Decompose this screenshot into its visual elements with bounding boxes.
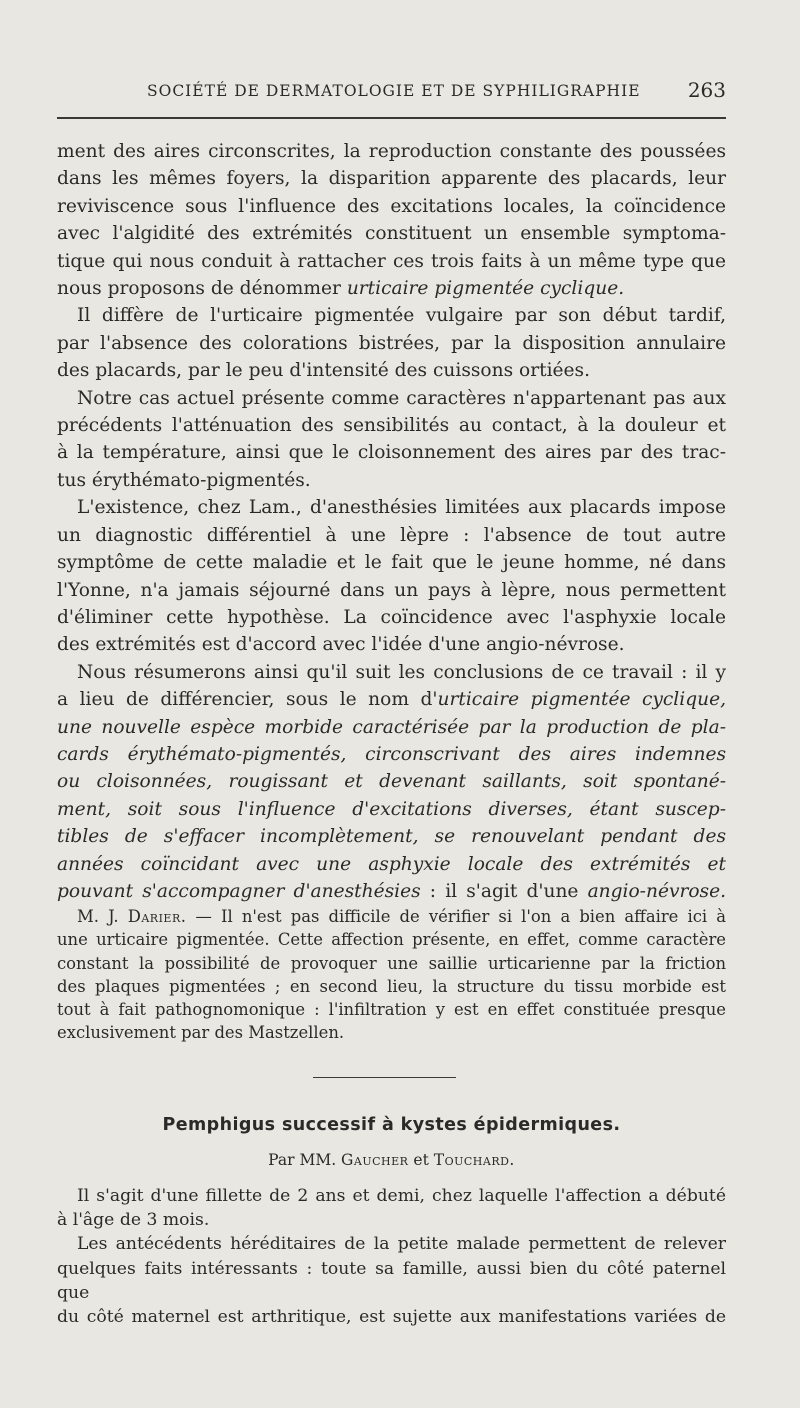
emphasis-term: pouvant s'accompagner d'anesthésies [57,880,421,902]
darier-remark [57,905,726,1045]
text-line: quelques faits intéressants : toute sa famille, aussi bien du côté paternel que [57,1258,726,1303]
speaker-prefix: M. J. [77,907,128,926]
text-line: ment des aires circonscrites, la reproduction constante des poussées [57,141,726,162]
text-line: à la température, ainsi que le cloisonnement des aires par des trac- [57,442,726,464]
section-divider [313,1077,456,1078]
emphasis-term: angio-névrose. [587,880,726,902]
paragraph-2 [57,302,726,384]
paragraph-1 [57,138,726,302]
text-line: Notre cas actuel présente comme caractères n'appartenant pas aux [77,387,726,409]
paragraph-4 [57,494,726,658]
text-line [57,275,726,302]
author-name: Touchard. [433,1151,515,1169]
text-line [57,878,726,905]
running-title: SOCIÉTÉ DE DERMATOLOGIE ET DE SYPHILIGRAPHIE [147,82,641,100]
text-line: exclusivement par des Mastzellen. [57,1023,345,1043]
text-line: un diagnostic différentiel à une lèpre : l'absence de tout autre [57,524,726,546]
text-line: L'existence, chez Lam., d'anesthésies limitées aux placards impose [77,497,726,519]
text-line: tus érythémato-pigmentés. [57,469,311,491]
article-text [57,1184,726,1329]
text-line: une nouvelle espèce morbide caractérisée par la production de pla- [57,716,726,738]
text-line: tibles de s'effacer incomplètement, se renouvelant pendant des [57,826,726,848]
text-line: cards érythémato-pigmentés, circonscrivant des aires indemnes [57,743,726,765]
text-line: tout à fait pathognomonique : l'infiltration y est en effet constituée presque [57,1000,726,1020]
text-line: Nous résumerons ainsi qu'il suit les conclusions de ce travail : il y [77,661,726,683]
text-line: à l'âge de 3 mois. [57,1210,210,1231]
header-rule [57,117,726,119]
text-fragment: — Il n'est pas difficile de vérifier si l'on a bien affaire ici à [186,907,726,926]
text-line: Les antécédents héréditaires de la petite malade permettent de relever [77,1234,726,1255]
section-authors [57,1151,726,1169]
text-line: précédents l'atténuation des sensibilités au contact, à la douleur et [57,415,726,437]
page-number: 263 [687,78,726,102]
text-fragment: : il s'agit d'une [420,880,588,902]
text-line: reviviscence sous l'influence des excitations locales, la coïncidence [57,195,726,217]
text-line: des plaques pigmentées ; en second lieu, la structure du tissu morbide est [57,976,726,996]
text-line: du côté maternel est arthritique, est sujette aux manifestations variées de [57,1307,726,1328]
authors-join: et [408,1151,434,1169]
text-line: dans les mêmes foyers, la disparition apparente des placards, leur [57,168,726,190]
author-name: Gaucher [341,1151,409,1169]
text-line: par l'absence des colorations bistrées, par la disposition annulaire [57,332,726,354]
speaker-name: Darier. [127,907,187,926]
main-text [57,138,726,905]
section-title: Pemphigus successif à kystes épidermiques. [162,1115,621,1135]
text-line: Il diffère de l'urticaire pigmentée vulgaire par son début tardif, [77,305,726,327]
text-line: l'Yonne, n'a jamais séjourné dans un pays à lèpre, nous permettent [57,579,726,601]
text-line: d'éliminer cette hypothèse. La coïncidence avec l'asphyxie locale [57,606,726,628]
paragraph-5-conclusions [57,659,726,906]
text-fragment: nous proposons de dénommer [57,278,347,300]
authors-prefix: Par MM. [268,1151,342,1169]
text-line: années coïncidant avec une asphyxie locale des extrémités et [57,853,726,875]
text-line: des extrémités est d'accord avec l'idée d'une angio-névrose. [57,634,625,656]
text-line: une urticaire pigmentée. Cette affection présente, en effet, comme caractère [57,930,726,950]
text-line: ou cloisonnées, rougissant et devenant saillants, soit spontané- [57,771,726,793]
text-fragment: a lieu de différencier, sous le nom d' [57,689,438,711]
running-header [57,76,726,108]
text-line: constant la possibilité de provoquer une saillie urticarienne par la friction [57,953,726,973]
text-line: symptôme de cette maladie et le fait que le jeune homme, né dans [57,552,726,574]
text-line [57,686,726,713]
text-line: des placards, par le peu d'intensité des cuissons ortiées. [57,360,591,382]
emphasis-term: urticaire pigmentée cyclique. [346,278,625,300]
emphasis-term: urticaire pigmentée cyclique, [437,689,726,711]
paragraph-3 [57,385,726,495]
text-line: avec l'algidité des extrémités constituent un ensemble symptoma- [57,223,726,245]
text-line: tique qui nous conduit à rattacher ces trois faits à un même type que [57,250,726,272]
text-line [57,905,726,928]
text-line: Il s'agit d'une fillette de 2 ans et demi, chez laquelle l'affection a débuté [77,1186,726,1206]
text-line: ment, soit sous l'influence d'excitations diverses, étant suscep- [57,798,726,820]
